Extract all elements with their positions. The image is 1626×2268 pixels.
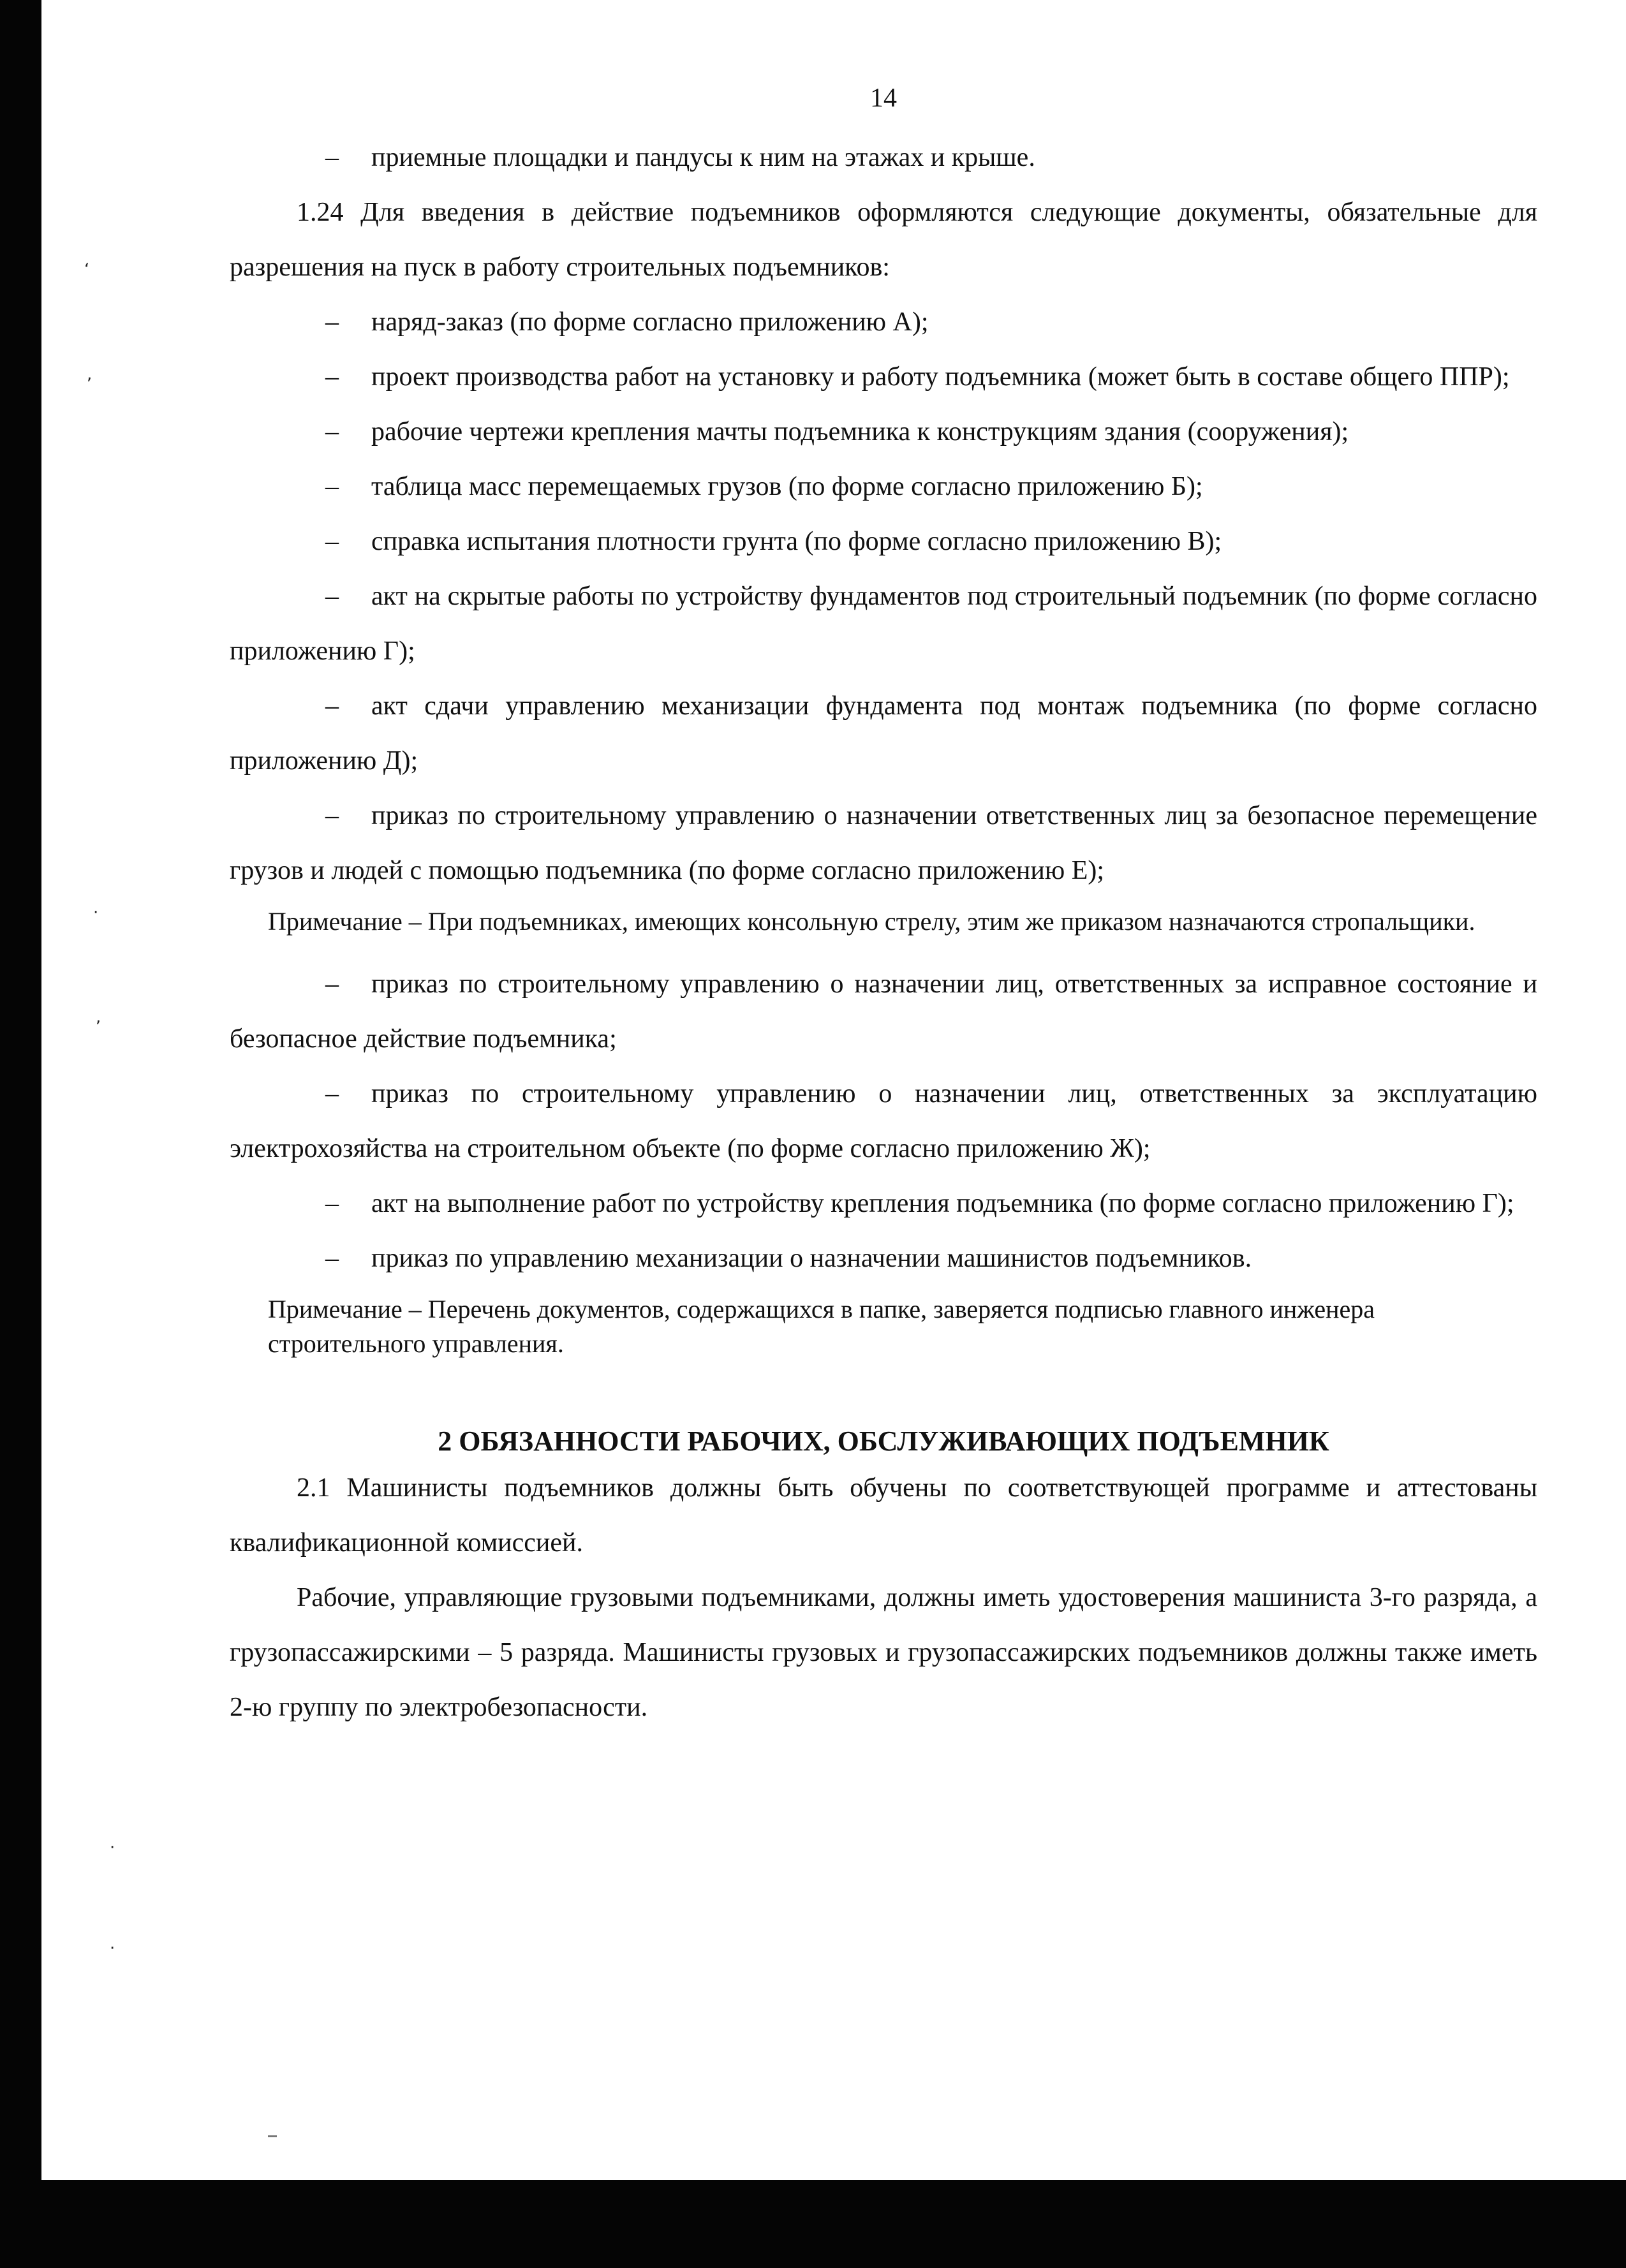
list-item: – акт на выполнение работ по устройству крепления подъемника (по форме согласно приложению Г);: [325, 1189, 1514, 1218]
paragraph-1-24: 1.24 Для введения в действие подъемников оформляются следующие документы, обязательные для разрешения на пуск в работу строительных подъемников:: [230, 198, 1537, 282]
scan-border-left: [0, 0, 41, 2268]
scan-speck: ,: [96, 1008, 101, 1027]
scan-speck: ·: [110, 1838, 115, 1857]
scan-border-bottom: [0, 2180, 1626, 2268]
document-page: [230, 83, 1537, 1735]
section-title: 2 ОБЯЗАННОСТИ РАБОЧИХ, ОБСЛУЖИВАЮЩИХ ПОДЪЕМНИК: [438, 1425, 1329, 1457]
list-item: – приемные площадки и пандусы к ним на этажах и крыше.: [230, 130, 1537, 185]
list-item: – приказ по управлению механизации о назначении машинистов подъемников.: [325, 1244, 1252, 1273]
list-item: – акт на скрытые работы по устройству фундаментов под строительный подъемник (по форме согласно приложению Г);: [230, 582, 1537, 666]
note: Примечание – Перечень документов, содержащихся в папке, заверяется подписью главного инженера строительного управления.: [268, 1295, 1375, 1358]
note: Примечание – При подъемниках, имеющих консольную стрелу, этим же приказом назначаются стропальщики.: [268, 907, 1475, 936]
list-item: – таблица масс перемещаемых грузов (по форме согласно приложению Б);: [325, 472, 1203, 501]
scan-speck: ‘: [84, 260, 90, 279]
scan-speck: ·: [93, 903, 99, 922]
list-item: – проект производства работ на установку и работу подъемника (может быть в составе общего ППР);: [325, 362, 1510, 392]
list-item: – наряд-заказ (по форме согласно приложению А);: [325, 307, 929, 337]
scan-speck: ,: [87, 365, 92, 384]
paragraph-2-1: 2.1 Машинисты подъемников должны быть обучены по соответствующей программе и аттестованы квалификационной комиссией.: [230, 1473, 1537, 1557]
list-item: – приказ по строительному управлению о назначении лиц, ответственных за эксплуатацию электрохозяйства на строительном объекте (по форме согласно приложению Ж);: [230, 1079, 1537, 1163]
scan-speck: ·: [110, 1939, 115, 1958]
list-item: – приказ по строительному управлению о назначении лиц, ответственных за исправное состояние и безопасное действие подъемника;: [230, 969, 1537, 1054]
page-number: 14: [870, 84, 897, 113]
list-item: – приказ по строительному управлению о назначении ответственных лиц за безопасное перемещение грузов и людей с помощью подъемника (по форме согласно приложению Е);: [230, 801, 1537, 885]
paragraph: Рабочие, управляющие грузовыми подъемниками, должны иметь удостоверения машиниста 3-го разряда, а грузопассажирскими – 5 разряда. Машинисты грузовых и грузопассажирских подъемников должны также иметь 2-ю группу по электробезопасности.: [230, 1583, 1537, 1722]
list-item: – акт сдачи управлению механизации фундамента под монтаж подъемника (по форме согласно приложению Д);: [230, 691, 1537, 776]
scan-mark: [268, 2135, 277, 2137]
list-item: – рабочие чертежи крепления мачты подъемника к конструкциям здания (сооружения);: [325, 417, 1349, 446]
list-dash: –: [325, 143, 339, 172]
list-item: – справка испытания плотности грунта (по форме согласно приложению В);: [325, 527, 1222, 556]
